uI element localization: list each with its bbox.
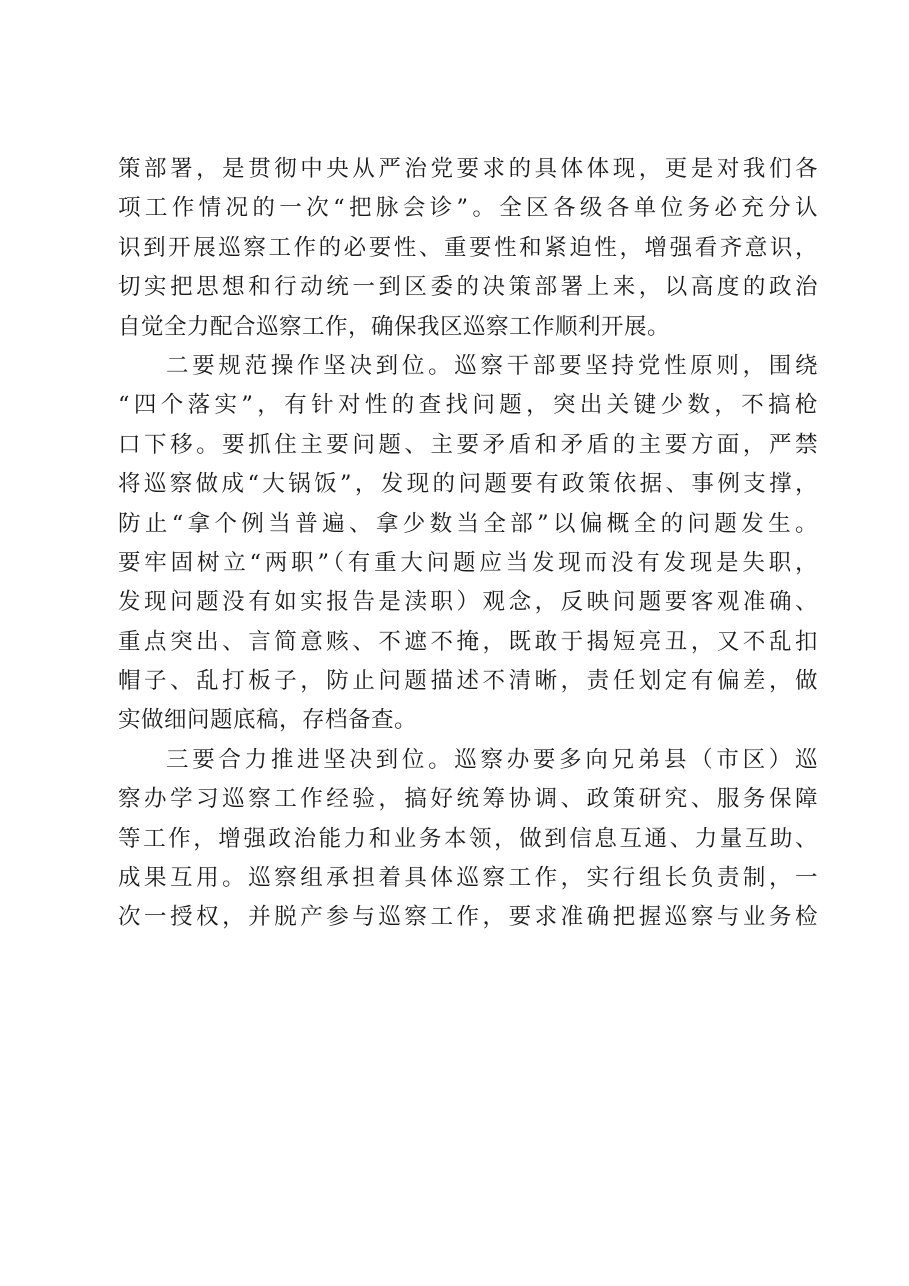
paragraph-3-line: 成果互用。巡察组承担着具体巡察工作，实行组长负责制，一	[118, 865, 818, 892]
paragraph-1-line: 策部署，是贯彻中央从严治党要求的具体体现，更是对我们各	[118, 156, 818, 182]
paragraph-2-line: 帽子、乱打板子，防止问题描述不清晰，责任划定有偏差，做	[118, 668, 818, 695]
paragraph-2-line: “四个落实”，有针对性的查找问题，突出关键少数，不搞枪	[118, 392, 818, 419]
paragraph-3-line: 三要合力推进坚决到位。巡察办要多向兄弟县（市区）巡	[166, 746, 818, 773]
paragraph-2-line: 要牢固树立“两职”（有重大问题应当发现而没有发现是失职，	[118, 549, 818, 576]
paragraph-2-line: 二要规范操作坚决到位。巡察干部要坚持党性原则，围绕	[166, 352, 818, 379]
paragraph-1-line: 自觉全力配合巡察工作，确保我区巡察工作顺利开展。	[118, 313, 671, 340]
document-body	[118, 150, 818, 938]
paragraph-2-line: 发现问题没有如实报告是渎职）观念，反映问题要客观准确、	[118, 589, 818, 616]
paragraph-2-line: 防止“拿个例当普遍、拿少数当全部”以偏概全的问题发生。	[118, 510, 818, 537]
paragraph-2-line: 实做细问题底稿，存档备查。	[118, 707, 418, 734]
paragraph-1-line: 识到开展巡察工作的必要性、重要性和紧迫性，增强看齐意识，	[118, 234, 818, 261]
paragraph-1-line: 切实把思想和行动统一到区委的决策部署上来，以高度的政治	[118, 274, 818, 301]
paragraph-3-line: 等工作，增强政治能力和业务本领，做到信息互通、力量互助、	[118, 825, 818, 852]
paragraph-2-line: 将巡察做成“大锅饭”，发现的问题要有政策依据、事例支撑，	[118, 471, 818, 498]
paragraph-3-line: 察办学习巡察工作经验，搞好统筹协调、政策研究、服务保障	[118, 786, 818, 813]
paragraph-2-line: 重点突出、言简意赅、不遮不掩，既敢于揭短亮丑，又不乱扣	[118, 628, 818, 655]
paragraph-2-line: 口下移。要抓住主要问题、主要矛盾和矛盾的主要方面，严禁	[118, 431, 818, 458]
paragraph-1-line: 项工作情况的一次“把脉会诊”。全区各级各单位务必充分认	[118, 195, 818, 222]
paragraph-3-line: 次一授权，并脱产参与巡察工作，要求准确把握巡察与业务检	[118, 904, 818, 931]
